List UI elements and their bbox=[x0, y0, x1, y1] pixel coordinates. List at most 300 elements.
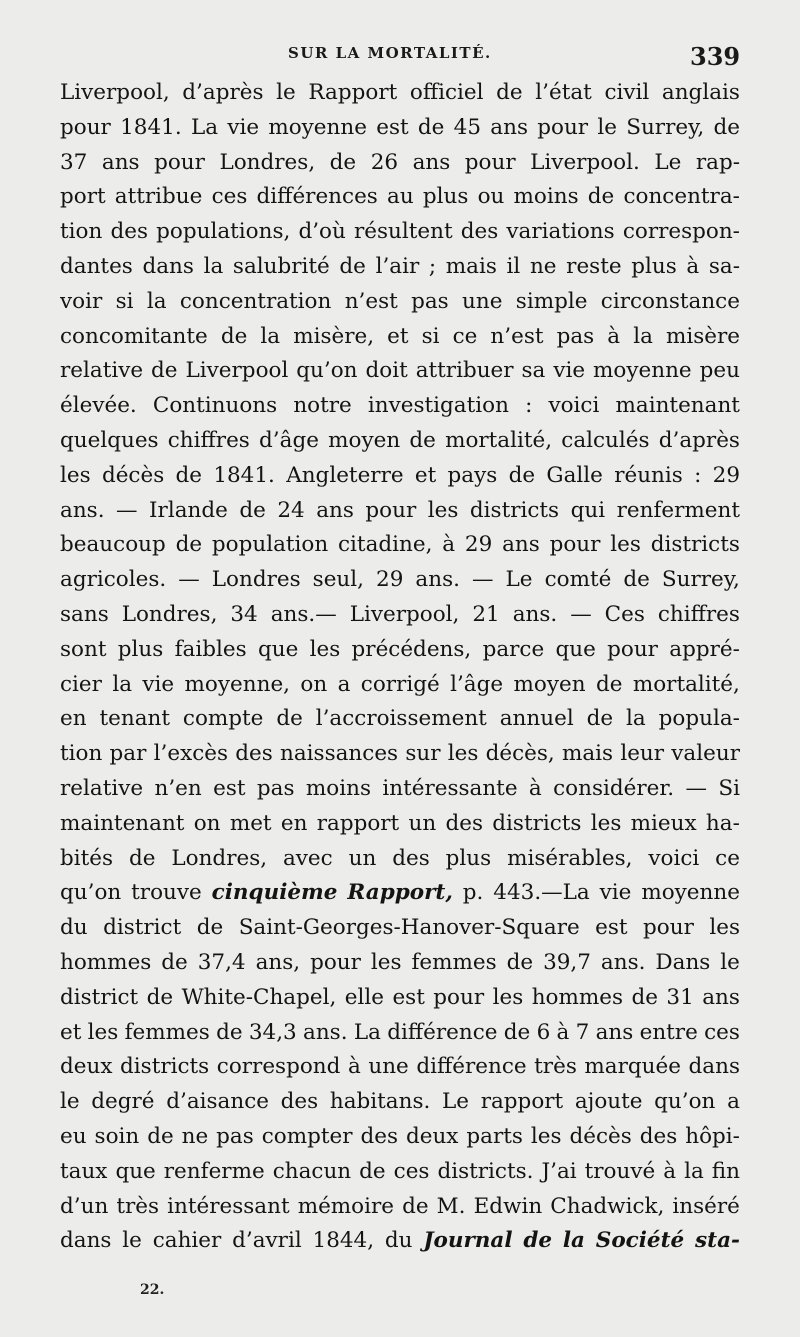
word: investigation bbox=[367, 393, 509, 419]
word: de bbox=[508, 462, 536, 488]
word: ans bbox=[702, 984, 740, 1010]
text-line bbox=[60, 807, 740, 842]
text-line bbox=[60, 598, 740, 633]
word: est bbox=[595, 915, 628, 941]
word: notre bbox=[293, 393, 352, 419]
word: en bbox=[280, 810, 308, 836]
word: relative bbox=[60, 775, 144, 801]
text-line bbox=[60, 180, 740, 215]
word: naissances bbox=[280, 741, 399, 767]
word: Londres bbox=[211, 567, 301, 593]
word: — bbox=[685, 775, 707, 801]
word: pas bbox=[556, 323, 595, 349]
word: ans.— bbox=[270, 601, 337, 627]
word: trouve bbox=[131, 880, 202, 906]
word: hôpi- bbox=[685, 1123, 740, 1149]
word: district bbox=[103, 915, 182, 941]
word: de bbox=[175, 532, 203, 558]
word: à bbox=[607, 323, 621, 349]
text-line bbox=[60, 354, 740, 389]
word: des bbox=[445, 810, 483, 836]
word: Rapport, bbox=[347, 880, 453, 906]
word: citadine, bbox=[338, 532, 433, 558]
word: différence bbox=[416, 1054, 527, 1080]
word: bités bbox=[60, 845, 114, 871]
word: La bbox=[353, 1019, 381, 1045]
word: l’excès bbox=[153, 741, 228, 767]
word: cahier bbox=[152, 1228, 222, 1254]
word: les bbox=[590, 810, 622, 836]
word: parce bbox=[482, 636, 545, 662]
text-line bbox=[60, 633, 740, 668]
word: J’ai bbox=[541, 1158, 577, 1184]
word: de bbox=[623, 567, 650, 593]
word: Ces bbox=[604, 601, 645, 627]
word: anglais bbox=[661, 80, 740, 105]
word: de bbox=[146, 984, 174, 1010]
word: qui bbox=[570, 497, 606, 523]
text-line bbox=[60, 737, 740, 772]
word: Continuons bbox=[152, 393, 278, 419]
word: ans. bbox=[415, 567, 460, 593]
word: pour bbox=[60, 114, 111, 140]
word: pas bbox=[256, 775, 295, 801]
word: Journal bbox=[423, 1228, 513, 1254]
word: civil bbox=[604, 80, 650, 105]
word: simple bbox=[515, 288, 588, 314]
word: des bbox=[360, 1123, 399, 1149]
word: de bbox=[276, 706, 303, 732]
word: seul, bbox=[312, 567, 364, 593]
text-line bbox=[60, 320, 740, 355]
word: d’après bbox=[658, 427, 740, 453]
word: concomitante bbox=[60, 323, 208, 349]
word: la bbox=[203, 253, 224, 279]
word: chiffres bbox=[657, 601, 740, 627]
word: le bbox=[597, 114, 617, 140]
word: ce bbox=[715, 845, 740, 871]
word: moins bbox=[513, 184, 579, 210]
word: de bbox=[631, 984, 658, 1010]
word: 26 bbox=[370, 149, 399, 175]
word: au bbox=[387, 184, 414, 210]
word: moyen bbox=[328, 427, 401, 453]
word: une bbox=[368, 1054, 409, 1080]
word: décès bbox=[101, 462, 165, 488]
word: ces bbox=[704, 1019, 740, 1045]
word: l’âge bbox=[450, 671, 504, 697]
word: mieux bbox=[630, 810, 697, 836]
word: de bbox=[329, 149, 357, 175]
word: districts. bbox=[437, 1158, 534, 1184]
word: Société bbox=[595, 1228, 685, 1254]
word: renferment bbox=[616, 497, 740, 523]
word: ans. bbox=[512, 601, 558, 627]
text-line bbox=[60, 1120, 740, 1155]
word: moyenne bbox=[593, 358, 692, 384]
word: chiffres bbox=[167, 427, 250, 453]
word: la bbox=[562, 1228, 585, 1254]
word: soin bbox=[94, 1123, 140, 1149]
word: ajoute bbox=[574, 1089, 643, 1115]
word: le bbox=[122, 1228, 142, 1254]
word: 1841. bbox=[120, 114, 182, 140]
word: maintenant bbox=[60, 810, 185, 836]
text-line bbox=[60, 563, 740, 598]
word: rap- bbox=[695, 149, 740, 175]
word: : bbox=[525, 393, 533, 419]
word: pays bbox=[447, 462, 498, 488]
word: attribue bbox=[114, 184, 203, 210]
word: un bbox=[408, 810, 437, 836]
word: pour bbox=[464, 149, 516, 175]
text-line bbox=[60, 946, 740, 981]
word: intéressant bbox=[167, 1193, 290, 1219]
word: par bbox=[109, 741, 147, 767]
word: sur bbox=[405, 741, 441, 767]
word: pour bbox=[310, 949, 361, 975]
text-line bbox=[60, 111, 740, 146]
word: populations, bbox=[156, 219, 291, 245]
word: Londres, bbox=[171, 845, 268, 871]
word: doit bbox=[365, 358, 408, 384]
word: maintenant bbox=[615, 393, 740, 419]
word: mortalité, bbox=[445, 427, 553, 453]
word: peu bbox=[699, 358, 740, 384]
word: Irlande bbox=[149, 497, 228, 523]
word: salubrité bbox=[232, 253, 330, 279]
word: misère bbox=[665, 323, 740, 349]
word: de bbox=[586, 706, 614, 732]
word: plus bbox=[631, 253, 677, 279]
word: voici bbox=[648, 845, 700, 871]
word: appré- bbox=[669, 636, 740, 662]
word: différence bbox=[387, 1019, 498, 1045]
word: le bbox=[720, 949, 740, 975]
word: — bbox=[178, 567, 200, 593]
word: compter bbox=[261, 1123, 353, 1149]
text-line bbox=[60, 772, 740, 807]
word: moyenne bbox=[268, 114, 367, 140]
word: tion bbox=[60, 219, 103, 245]
word: 29 bbox=[712, 462, 740, 488]
word: les bbox=[492, 984, 524, 1010]
text-line bbox=[60, 702, 740, 737]
word: — bbox=[570, 601, 592, 627]
word: les bbox=[709, 915, 740, 941]
word: vie bbox=[227, 114, 260, 140]
word: de bbox=[402, 1193, 429, 1219]
word: districts bbox=[492, 810, 582, 836]
word: 34,3 bbox=[248, 1019, 297, 1045]
word: différences bbox=[256, 184, 378, 210]
word: les bbox=[610, 532, 641, 558]
word: ces bbox=[211, 184, 248, 210]
word: sa bbox=[521, 358, 546, 384]
word: 34 bbox=[230, 601, 258, 627]
word: des bbox=[110, 219, 148, 245]
page-number: 339 bbox=[690, 42, 741, 71]
word: habitans. bbox=[329, 1089, 431, 1115]
word: voir bbox=[60, 288, 103, 314]
word: résultent bbox=[353, 219, 453, 245]
word: 31 bbox=[666, 984, 694, 1010]
word: décès bbox=[569, 1123, 632, 1149]
word: 7 bbox=[575, 1019, 590, 1045]
word: ce bbox=[452, 323, 478, 349]
word: corrigé bbox=[360, 671, 440, 697]
text-line bbox=[60, 1050, 740, 1085]
word: correspon- bbox=[622, 219, 740, 245]
word: est bbox=[213, 775, 246, 801]
word: port bbox=[60, 184, 106, 210]
word: ans, bbox=[255, 949, 301, 975]
word: intéressante bbox=[382, 775, 518, 801]
word: Londres, bbox=[121, 601, 218, 627]
word: eu bbox=[60, 1123, 87, 1149]
word: hommes bbox=[60, 949, 152, 975]
word: population bbox=[211, 532, 329, 558]
word: annuel bbox=[499, 706, 574, 732]
word: Le bbox=[442, 1089, 470, 1115]
word: Le bbox=[505, 567, 533, 593]
word: ou bbox=[477, 184, 505, 210]
word: ans. bbox=[600, 949, 646, 975]
word: à bbox=[442, 532, 456, 558]
word: à bbox=[663, 1158, 677, 1184]
word: des bbox=[639, 1123, 678, 1149]
word: 39,7 bbox=[543, 949, 591, 975]
word: des bbox=[460, 219, 499, 245]
word: 6 bbox=[536, 1019, 551, 1045]
word: ans bbox=[101, 149, 140, 175]
word: précédens, bbox=[351, 636, 472, 662]
word: vie bbox=[599, 880, 632, 906]
text-line bbox=[60, 494, 740, 529]
text-line bbox=[60, 981, 740, 1016]
word: 21 bbox=[472, 601, 500, 627]
word: des bbox=[235, 741, 273, 767]
word: ans bbox=[316, 497, 354, 523]
word: Le bbox=[654, 149, 682, 175]
word: popula- bbox=[658, 706, 740, 732]
word: leur bbox=[620, 741, 665, 767]
text-line bbox=[60, 668, 740, 703]
word: très bbox=[534, 1054, 577, 1080]
word: beaucoup bbox=[60, 532, 166, 558]
body-text bbox=[60, 76, 740, 1259]
word: concentra- bbox=[623, 184, 740, 210]
word: ans bbox=[490, 114, 528, 140]
text-line bbox=[60, 528, 740, 563]
word: correspond bbox=[216, 1054, 341, 1080]
word: la bbox=[112, 671, 133, 697]
word: pas bbox=[411, 288, 449, 314]
word: Liverpool. bbox=[530, 149, 640, 175]
word: mais bbox=[445, 253, 497, 279]
word: officiel bbox=[409, 80, 484, 105]
word: n’en bbox=[154, 775, 202, 801]
word: rapport bbox=[316, 810, 400, 836]
word: M. bbox=[436, 1193, 466, 1219]
word: circonstance bbox=[600, 288, 740, 314]
word: 29 bbox=[376, 567, 404, 593]
word: 443.—La bbox=[493, 880, 590, 906]
word: pas bbox=[216, 1123, 254, 1149]
word: agricoles. bbox=[60, 567, 167, 593]
word: d’avril bbox=[232, 1228, 302, 1254]
word: Liverpool, bbox=[349, 601, 460, 627]
word: vie bbox=[142, 671, 175, 697]
word: il bbox=[506, 253, 521, 279]
word: très bbox=[116, 1193, 160, 1219]
word: les bbox=[447, 741, 479, 767]
word: de bbox=[713, 114, 740, 140]
word: et bbox=[414, 462, 437, 488]
word: Edwin bbox=[473, 1193, 543, 1219]
word: l’accroissement bbox=[315, 706, 487, 732]
word: n’est bbox=[344, 288, 398, 314]
word: les bbox=[530, 1123, 562, 1149]
word: ans bbox=[595, 1019, 634, 1045]
word: d’où bbox=[298, 219, 346, 245]
word: concentration bbox=[179, 288, 332, 314]
word: à bbox=[686, 253, 700, 279]
word: de bbox=[220, 323, 248, 349]
word: qu’on bbox=[654, 1089, 716, 1115]
word: le bbox=[60, 1089, 80, 1115]
word: Surrey, bbox=[661, 567, 740, 593]
text-line bbox=[60, 911, 740, 946]
word: pour bbox=[154, 149, 205, 175]
word: pour bbox=[433, 984, 485, 1010]
word: moins bbox=[305, 775, 371, 801]
word: de bbox=[595, 671, 623, 697]
running-title: SUR LA MORTALITÉ. bbox=[288, 44, 492, 62]
word: variations bbox=[506, 219, 615, 245]
word: Angleterre bbox=[286, 462, 404, 488]
word: sa- bbox=[708, 253, 740, 279]
word: ans bbox=[412, 149, 451, 175]
word: les bbox=[370, 949, 402, 975]
word: de bbox=[128, 845, 156, 871]
word: de bbox=[503, 1019, 531, 1045]
word: et bbox=[387, 323, 409, 349]
word: — bbox=[472, 567, 494, 593]
word: deux bbox=[60, 1054, 113, 1080]
word: Dans bbox=[655, 949, 711, 975]
word: qu’on bbox=[296, 358, 358, 384]
text-line bbox=[60, 250, 740, 285]
word: Chadwick, bbox=[550, 1193, 665, 1219]
word: dantes bbox=[60, 253, 133, 279]
word: à bbox=[347, 1054, 361, 1080]
word: femmes bbox=[124, 1019, 210, 1045]
word: on bbox=[193, 810, 221, 836]
word: plus bbox=[117, 636, 164, 662]
word: La bbox=[190, 114, 219, 140]
word: mortalité, bbox=[632, 671, 740, 697]
word: faibles bbox=[174, 636, 247, 662]
word: p. bbox=[462, 880, 484, 906]
word: ces bbox=[393, 1158, 430, 1184]
word: sans bbox=[60, 601, 109, 627]
word: de bbox=[506, 949, 534, 975]
word: ne bbox=[529, 253, 557, 279]
word: que bbox=[555, 636, 596, 662]
word: pour bbox=[537, 114, 589, 140]
word: dans bbox=[142, 253, 194, 279]
word: du bbox=[60, 915, 88, 941]
word: Galle bbox=[546, 462, 603, 488]
word: et bbox=[60, 1019, 82, 1045]
word: sont bbox=[60, 636, 107, 662]
word: Liverpool, bbox=[60, 80, 170, 105]
word: une bbox=[462, 288, 503, 314]
text-line bbox=[60, 389, 740, 424]
word: plus bbox=[445, 845, 492, 871]
word: d’aisance bbox=[166, 1089, 269, 1115]
word: de bbox=[587, 184, 615, 210]
text-line bbox=[60, 285, 740, 320]
word: White-Chapel, bbox=[181, 984, 337, 1010]
word: de bbox=[409, 427, 436, 453]
word: rapport bbox=[480, 1089, 564, 1115]
word: trouvé bbox=[584, 1158, 656, 1184]
word: mais bbox=[561, 741, 614, 767]
word: dans bbox=[60, 1228, 112, 1254]
word: d’un bbox=[60, 1193, 109, 1219]
word: pour bbox=[607, 636, 658, 662]
word: des bbox=[392, 845, 430, 871]
word: renferme bbox=[163, 1158, 265, 1184]
word: de bbox=[339, 253, 366, 279]
word: sta- bbox=[695, 1228, 740, 1254]
word: le bbox=[276, 80, 296, 105]
word: la bbox=[626, 706, 646, 732]
word: on bbox=[300, 671, 328, 697]
word: moyenne, bbox=[184, 671, 290, 697]
word: moyen bbox=[513, 671, 586, 697]
word: comté bbox=[544, 567, 612, 593]
word: 1844, bbox=[312, 1228, 375, 1254]
word: mémoire bbox=[297, 1193, 395, 1219]
word: élevée. bbox=[60, 393, 137, 419]
word: — bbox=[116, 497, 138, 523]
word: de bbox=[417, 114, 445, 140]
word: réunis bbox=[614, 462, 683, 488]
word: à bbox=[528, 775, 542, 801]
word: ans. bbox=[60, 497, 105, 523]
word: les bbox=[60, 462, 91, 488]
word: Si bbox=[718, 775, 740, 801]
word: entre bbox=[639, 1019, 698, 1045]
text-line bbox=[60, 1085, 740, 1120]
word: qu’on bbox=[60, 880, 122, 906]
word: marquée bbox=[584, 1054, 681, 1080]
word: que bbox=[257, 636, 299, 662]
word: pour bbox=[643, 915, 694, 941]
word: est bbox=[392, 984, 425, 1010]
word: des bbox=[280, 1089, 319, 1115]
word: avec bbox=[282, 845, 333, 871]
word: pour bbox=[549, 532, 601, 558]
word: pour bbox=[365, 497, 417, 523]
word: a bbox=[337, 671, 351, 697]
word: Surrey, bbox=[626, 114, 705, 140]
word: valeur bbox=[671, 741, 740, 767]
word: districts bbox=[650, 532, 740, 558]
